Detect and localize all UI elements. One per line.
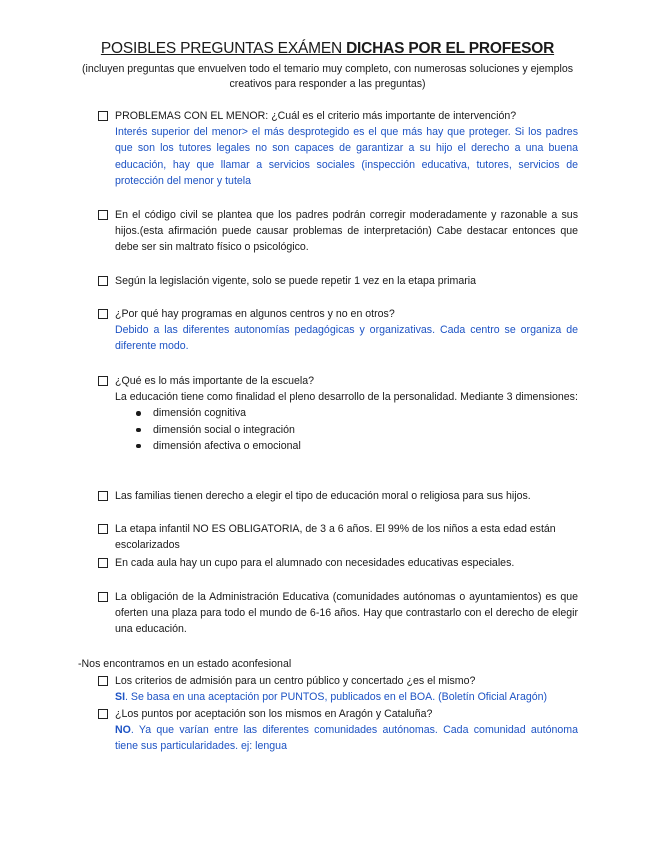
list-item: dimensión social o integración: [135, 422, 578, 438]
answer-lead: SI: [115, 691, 126, 704]
question-item: [98, 673, 578, 705]
checkbox[interactable]: [98, 210, 108, 220]
page-title: [0, 40, 655, 58]
answer-text: La educación tiene como finalidad el pleno desarrollo de la personalidad. Mediante 3 dimensiones:: [115, 391, 578, 404]
answer-body: . Se basa en una aceptación por PUNTOS, publicados en el BOA. (Boletín Oficial Aragón): [125, 691, 548, 704]
answer-text: Interés superior del menor> el más desprotegido es el que más hay que proteger. Si los padres que son los tutores legales no son capaces de garantizar a su hijo el derecho a una buena educación, hay que llamar a servicios sociales (inspección educativa, tutores, servicios de protección del menor y tutela: [115, 126, 578, 187]
list-item: dimensión cognitiva: [135, 405, 578, 421]
checkbox[interactable]: [98, 491, 108, 501]
checkbox[interactable]: [98, 592, 108, 602]
answer-text: [115, 689, 578, 705]
title-normal: POSIBLES PREGUNTAS EXÁMEN: [100, 40, 347, 57]
checkbox[interactable]: [98, 676, 108, 686]
question-item: [98, 207, 578, 256]
question-item: [98, 373, 578, 454]
question-item: [98, 273, 578, 289]
list-item: dimensión afectiva o emocional: [135, 438, 578, 454]
question-item: [98, 555, 578, 571]
title-bold: DICHAS POR EL PROFESOR: [346, 40, 555, 57]
question-text: Las familias tienen derecho a elegir el tipo de educación moral o religiosa para sus hijos.: [115, 490, 531, 502]
section-heading: -Nos encontramos en un estado aconfesional: [78, 658, 292, 670]
question-text: Los criterios de admisión para un centro público y concertado ¿es el mismo?: [115, 675, 476, 687]
checkbox[interactable]: [98, 309, 108, 319]
question-text: ¿Los puntos por aceptación son los mismos en Aragón y Cataluña?: [115, 708, 433, 720]
question-item: [98, 521, 578, 553]
checkbox[interactable]: [98, 558, 108, 568]
question-text: ¿Por qué hay programas en algunos centros y no en otros?: [115, 308, 395, 320]
question-item: [98, 706, 578, 755]
answer-text: [115, 722, 578, 754]
checkbox[interactable]: [98, 111, 108, 121]
answer-lead: NO: [115, 724, 131, 737]
checkbox[interactable]: [98, 524, 108, 534]
checkbox[interactable]: [98, 709, 108, 719]
question-text: La etapa infantil NO ES OBLIGATORIA, de 3 a 6 años. El 99% de los niños a esta edad están escolarizados: [115, 523, 556, 552]
question-item: [98, 306, 578, 355]
question-text: PROBLEMAS CON EL MENOR: ¿Cuál es el criterio más importante de intervención?: [115, 110, 517, 122]
question-item: [98, 108, 578, 189]
question-text: ¿Qué es lo más importante de la escuela?: [115, 375, 315, 387]
question-text: La obligación de la Administración Educativa (comunidades autónomas o ayuntamientos) es que oferten una plaza para todo el mundo de 6-16 años. Hay que contrastarlo con el derecho de elegir una educación.: [115, 591, 578, 636]
dimension-list: [115, 405, 578, 454]
checkbox[interactable]: [98, 276, 108, 286]
question-item: [98, 488, 578, 504]
answer-body: . Ya que varían entre las diferentes comunidades autónomas. Cada comunidad autónoma tiene sus particularidades. ej: lengua: [115, 724, 578, 753]
question-text: En cada aula hay un cupo para el alumnado con necesidades educativas especiales.: [115, 557, 515, 569]
page-subtitle: (incluyen preguntas que envuelven todo el temario muy completo, con numerosas soluciones y ejemplos creativos para responder a las preguntas): [81, 63, 574, 90]
question-item: [98, 589, 578, 638]
question-text: En el código civil se plantea que los padres podrán corregir moderadamente y razonable a sus hijos.(esta afirmación puede causar problemas de interpretación) Cabe destacar entonces que debe ser sin maltrato físico o psicológico.: [115, 209, 578, 254]
answer-text: Debido a las diferentes autonomías pedagógicas y organizativas. Cada centro se organiza de diferente modo.: [115, 324, 578, 353]
checkbox[interactable]: [98, 376, 108, 386]
question-text: Según la legislación vigente, solo se puede repetir 1 vez en la etapa primaria: [115, 275, 476, 287]
